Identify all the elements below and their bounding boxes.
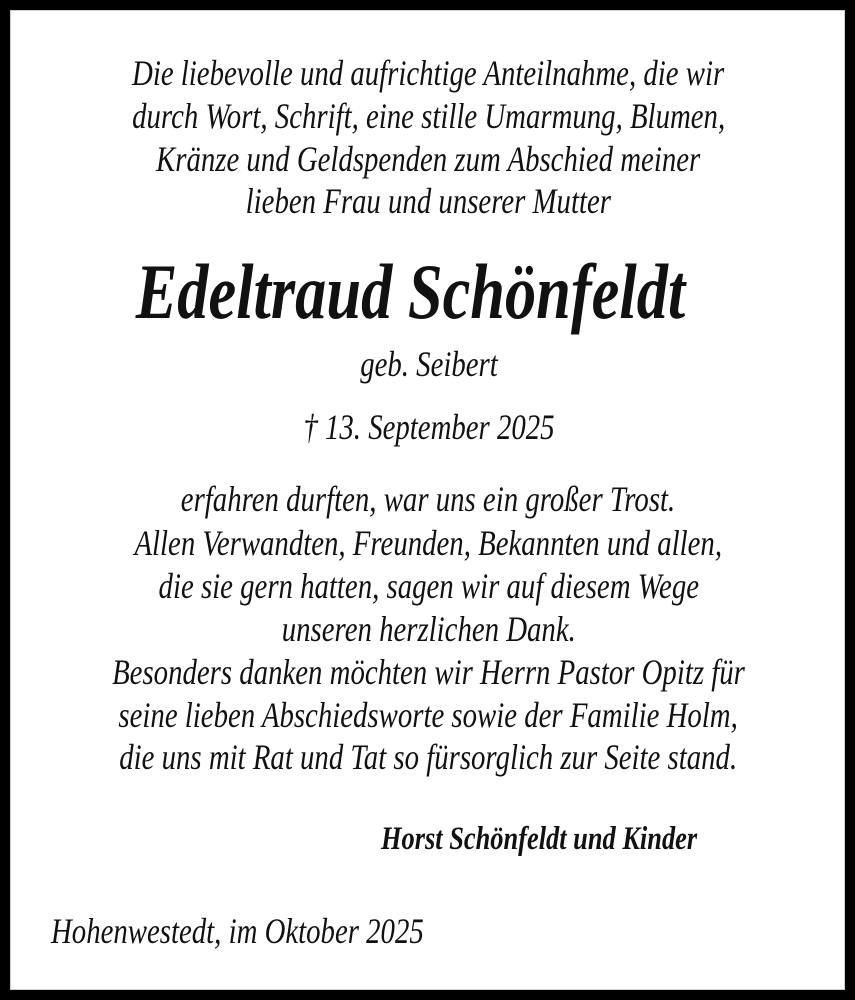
body-line: erfahren durften, war uns ein großer Trost. [181,479,676,519]
maiden-name: geb. Seibert [359,344,498,384]
body-line: unseren herzlichen Dank. [281,609,576,649]
body-line: die uns mit Rat und Tat so fürsorglich zur Seite stand. [119,737,738,777]
body-line: seine lieben Abschiedsworte sowie der Familie Holm, [118,695,739,735]
intro-line: lieben Frau und unserer Mutter [245,181,612,221]
signature: Horst Schönfeldt und Kinder [381,821,698,857]
body-line: Besonders danken möchten wir Herrn Pastor Opitz für [112,652,745,692]
intro-line: Die liebevolle und aufrichtige Anteilnahme, die wir [132,53,725,93]
intro-line: durch Wort, Schrift, eine stille Umarmung, Blumen, [131,96,726,136]
death-date: † 13. September 2025 [302,407,555,447]
obituary-notice [10,10,845,990]
body-line: die sie gern hatten, sagen wir auf diesem Wege [158,566,699,606]
deceased-name: Edeltraud Schönfeldt [135,248,686,335]
body-line: Allen Verwandten, Freunden, Bekannten und allen, [134,523,723,563]
intro-line: Kränze und Geldspenden zum Abschied meiner [156,139,701,179]
place-date: Hohenwestedt, im Oktober 2025 [51,911,424,951]
